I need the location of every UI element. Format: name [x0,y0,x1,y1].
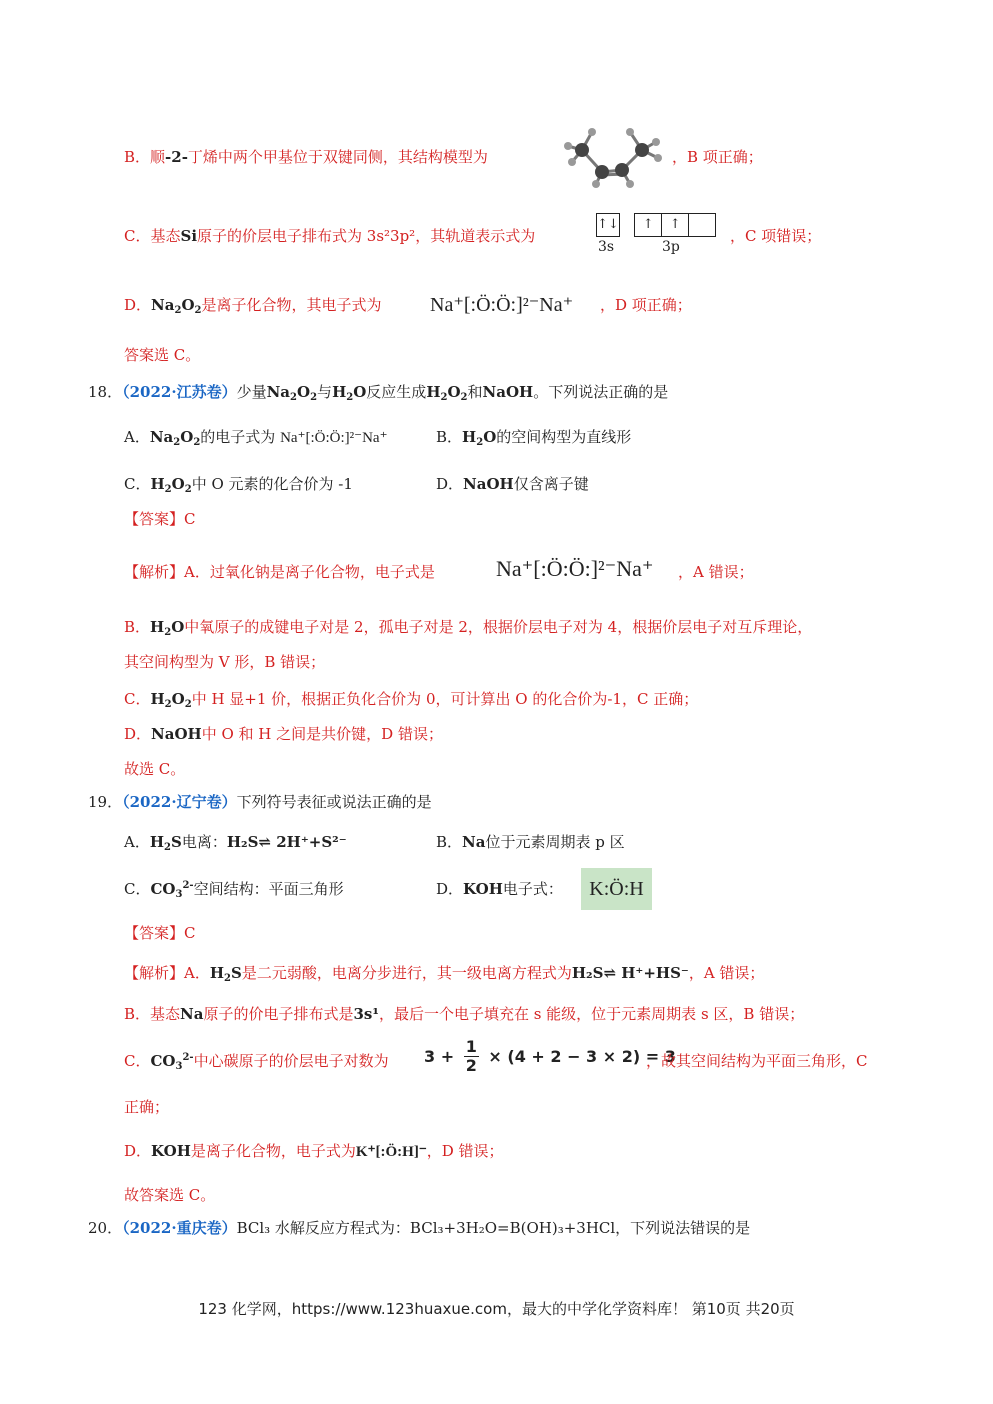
text: D． [124,1142,152,1160]
text: （2022·重庆卷） [122,1219,237,1237]
prev-option-c [124,225,535,247]
q19-answer: 【答案】C [124,924,196,942]
text: 是离子化合物，电子式为 [190,1142,356,1160]
text: A． [124,833,150,851]
text: 1 [465,1037,477,1056]
text: 原子的价层电子排布式为 3s²3p²，其轨道表示式为 [197,227,536,245]
text: A． [124,428,150,446]
text: 。下列说法正确的是 [533,383,669,401]
text: 18． [88,383,123,401]
text: 原子的价电子排布式是 [203,1005,354,1023]
text: 中 H 显+1 价，根据正负化合价为 0，可计算出 O 的化合价为-1，C 正确； [191,690,699,708]
text: 3 + [424,1047,455,1066]
text: C． [124,475,151,493]
text: 与 [317,383,333,401]
text: Si [180,227,198,245]
q18-exp-electron-formula: Na⁺[:Ö:Ö:]²⁻Na⁺ [496,556,654,581]
text: 是二元弱酸，电离分步进行，其一级电离方程式为 [241,964,572,982]
q18-option-c: C．$H_2O_2$中 O 元素的化合价为 -1 [124,475,353,495]
text: -2- [165,148,188,166]
orbital-label-3p: 3p [662,239,680,255]
orbital-label-3s: 3s [598,239,615,255]
text: 中 O 和 H 之间是共价键，D 错误； [201,725,443,743]
text: D． [436,880,464,898]
q19-option-c: C．$CO_3^{2-}$空间结构：平面三角形 [124,880,344,900]
text: H₂S⇌ 2H⁺+S²⁻ [226,833,347,851]
q19-option-a: A．$H_2S$电离：H₂S⇌ 2H⁺+S²⁻ [124,833,347,853]
q19-option-b: B．Na位于元素周期表 p 区 [436,833,625,851]
text: 少量 [236,383,267,401]
q18-answer: 【答案】C [124,510,196,528]
text: B．基态 [124,1005,181,1023]
orbital-3p-2: ↑ [662,213,689,237]
text: 中心碳原子的价层电子对数为 [193,1052,389,1070]
q18-option-a: A．$Na_2O_2$的电子式为 Na⁺[:Ö:Ö:]²⁻Na⁺ [124,428,388,448]
page-footer: 123 化学网，https://www.123huaxue.com，最大的中学化学资料库！ 第10页 共20页 [198,1300,795,1318]
q18-explanation-b2: 其空间构型为 V 形，B 错误； [124,653,326,671]
text: ，A 错误； [688,964,765,982]
text: B．顺 [124,148,166,166]
text: K⁺[:Ö:H]⁻ [355,1144,427,1160]
prev-option-c-end: ，C 项错误； [730,227,822,245]
q19-stem [88,791,432,813]
q19-explanation-a: 【解析】A．$H_2S$是二元弱酸，电离分步进行，其一级电离方程式为H₂S⇌ H⁺+HS⁻，A 错误； [124,964,765,984]
text: BCl₃ 水解反应方程式为：BCl₃+3H₂O=B(OH)₃+3HCl，下列说法错误的是 [236,1219,751,1237]
text: 的空间构型为直线形 [496,428,632,446]
text: ，最后一个电子填充在 s 能级，位于元素周期表 s 区，B 错误； [378,1005,805,1023]
text: D． [124,296,152,314]
text: 仅含离子键 [513,475,589,493]
na2o2-formula: $Na_2O_2$ [151,296,202,316]
text: D． [436,475,464,493]
orbital-3p-1: ↑ [634,213,662,237]
prev-answer: 答案选 C。 [124,346,201,364]
q19-conclusion: 故答案选 C。 [124,1186,216,1204]
prev-option-b-end: ，B 项正确； [672,148,763,166]
prev-option-d-end: ，D 项正确； [600,296,692,314]
q19-explanation-c-end: ，故其空间结构为平面三角形，C [646,1052,868,1070]
text: B． [436,833,463,851]
text: 【解析】 [124,563,185,581]
text: Na⁺[:Ö:Ö:]²⁻Na⁺ [280,430,388,446]
text: 中氧原子的成键电子对是 2，孤电子对是 2，根据价层电子对为 4，根据价层电子对互斥理论， [184,618,813,636]
orbital-diagram [596,213,716,255]
q18-conclusion: 故选 C。 [124,760,186,778]
text: 和 [467,383,483,401]
text: 是离子化合物，其电子式为 [201,296,382,314]
q18-explanation-d: D．NaOH中 O 和 H 之间是共价键，D 错误； [124,725,443,743]
text: 电子式： [502,880,563,898]
text: D． [124,725,152,743]
text: 的电子式为 [200,428,276,446]
text: C． [124,1052,151,1070]
text: A．过氧化钠是离子化合物，电子式是 [184,563,435,581]
q18-option-b: B．$H_2O$的空间构型为直线形 [436,428,632,448]
text: （2022·江苏卷） [122,383,237,401]
q18-option-d: D．NaOH仅含离子键 [436,475,589,493]
fraction [464,1038,479,1075]
q19-explanation-c2: 正确； [124,1098,170,1116]
text: 空间结构：平面三角形 [193,880,344,898]
q19-explanation-b: B．基态Na原子的价电子排布式是3s¹，最后一个电子填充在 s 能级，位于元素周期表 s 区，B 错误； [124,1005,805,1023]
text: × (4 + 2 − 3 × 2) = 3 [488,1047,676,1066]
prev-electron-formula: Na⁺[:Ö:Ö:]²⁻Na⁺ [430,294,574,316]
prev-option-b [124,146,488,168]
q18-explanation-a-end: ，A 错误； [678,563,754,581]
text: A． [184,964,210,982]
orbital-3p-3 [689,213,716,237]
text: 【解析】 [124,964,185,982]
q19-exp-c-math [424,1038,676,1075]
text: C．基态 [124,227,181,245]
q20-stem [88,1217,750,1239]
text: B． [124,618,151,636]
cis-2-butene-model-image [560,122,670,192]
koh-electron-formula-box [581,868,652,910]
text: B． [436,428,463,446]
text: 下列符号表征或说法正确的是 [236,793,432,811]
text: 电离： [181,833,227,851]
text: 19． [88,793,123,811]
text: （2022·辽宁卷） [122,793,237,811]
text: H₂S⇌ H⁺+HS⁻ [571,964,689,982]
text: 2 [465,1056,477,1075]
q19-option-d: D．KOH电子式： [436,880,563,898]
q18-explanation-a [124,561,435,583]
text: 丁烯中两个甲基位于双键同侧，其结构模型为 [187,148,488,166]
text: 反应生成 [366,383,427,401]
text: 中 O 元素的化合价为 -1 [191,475,353,493]
q18-explanation-c: C．$H_2O_2$中 H 显+1 价，根据正负化合价为 0，可计算出 O 的化合价为-1，C 正确； [124,690,699,710]
q19-explanation-d: D．KOH是离子化合物，电子式为K⁺[:Ö:H]⁻，D 错误； [124,1142,504,1160]
text: ，D 错误； [426,1142,504,1160]
text: C． [124,880,151,898]
koh-electron-formula: K:Ö:H [589,878,644,900]
orbital-3s: ↑↓ [596,213,620,237]
prev-option-d [124,294,382,316]
q18-stem: 18．（2022·江苏卷）少量$Na_2O_2$与$H_2O$反应生成$H_2O_2$和NaOH。下列说法正确的是 [88,383,669,403]
q18-explanation-b: B．$H_2O$中氧原子的成键电子对是 2，孤电子对是 2，根据价层电子对为 4，根据价层电子对互斥理论， [124,618,813,638]
text: 20． [88,1219,123,1237]
text: C． [124,690,151,708]
text: 3s¹ [353,1005,379,1023]
q19-explanation-c: C．$CO_3^{2-}$中心碳原子的价层电子对数为 [124,1052,389,1072]
text: 位于元素周期表 p 区 [485,833,625,851]
